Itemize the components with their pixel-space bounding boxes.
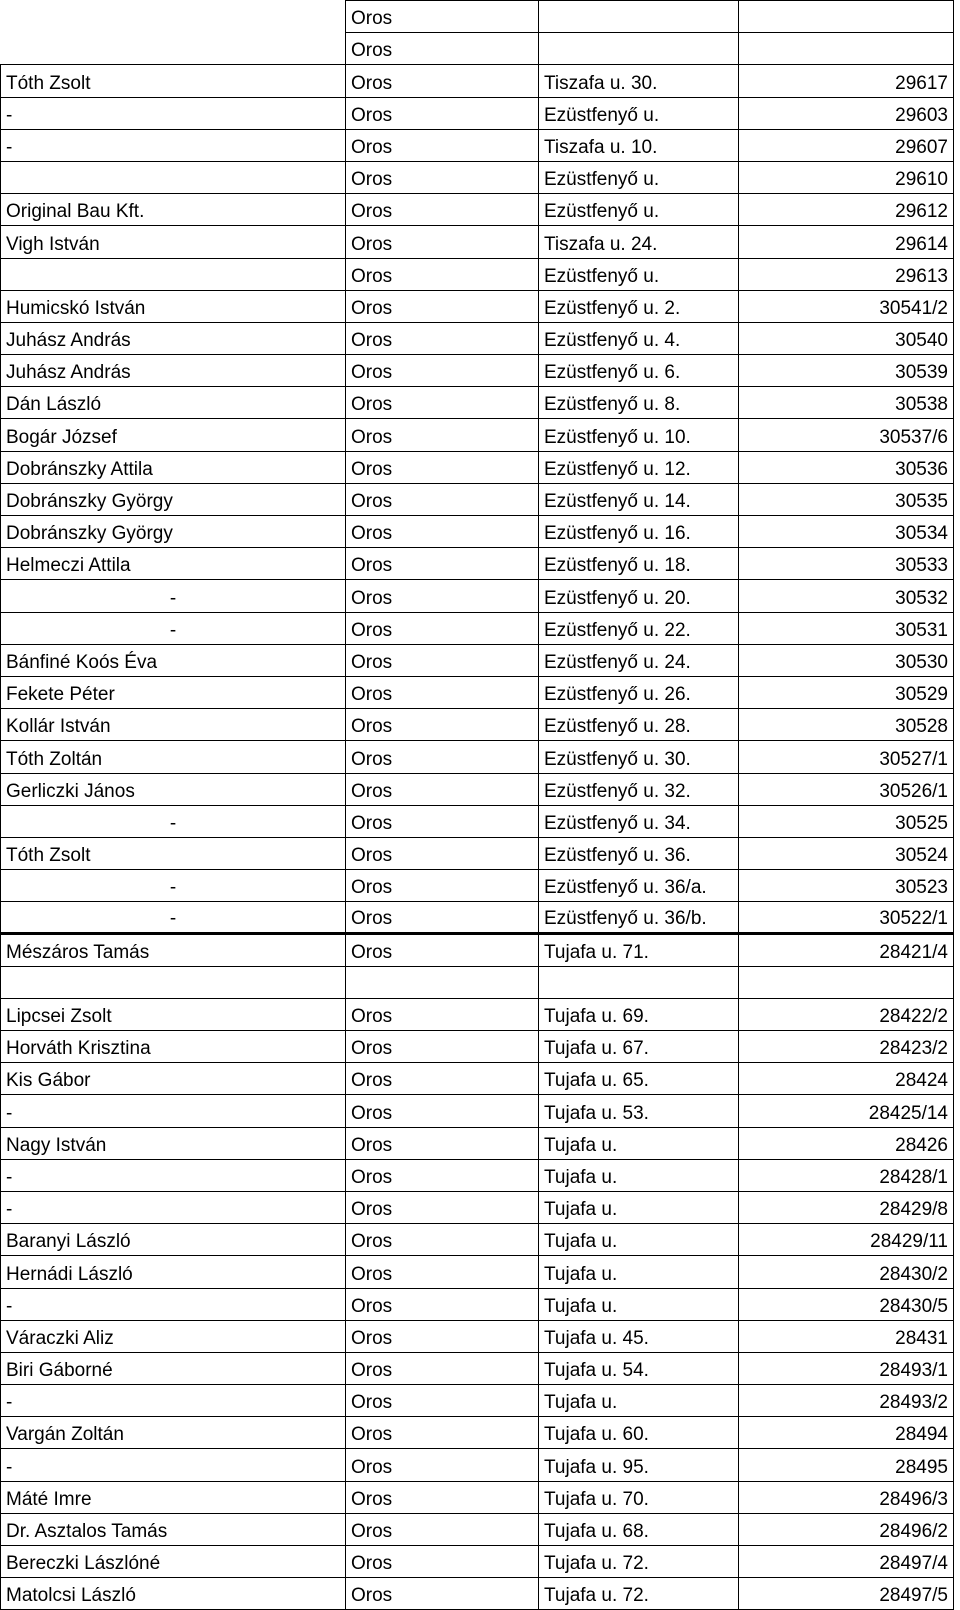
parcel-number-cell: 29617 bbox=[739, 65, 954, 97]
address-cell: Ezüstfenyő u. 36. bbox=[539, 837, 739, 869]
settlement-cell: Oros bbox=[346, 194, 539, 226]
address-cell: Ezüstfenyő u. 20. bbox=[539, 580, 739, 612]
address-cell: Tujafa u. bbox=[539, 1385, 739, 1417]
table-row bbox=[1, 580, 954, 612]
parcel-number-cell: 30537/6 bbox=[739, 419, 954, 451]
table-row bbox=[1, 902, 954, 934]
owner-name-cell: - bbox=[1, 1191, 346, 1223]
table-row bbox=[1, 161, 954, 193]
address-cell: Tujafa u. 70. bbox=[539, 1481, 739, 1513]
address-cell: Ezüstfenyő u. 6. bbox=[539, 355, 739, 387]
parcel-number-cell: 28430/5 bbox=[739, 1288, 954, 1320]
settlement-cell: Oros bbox=[346, 902, 539, 934]
table-row bbox=[1, 709, 954, 741]
parcel-number-cell bbox=[739, 966, 954, 998]
owner-name-cell: Baranyi László bbox=[1, 1224, 346, 1256]
owner-name-cell: - bbox=[1, 1288, 346, 1320]
table-row bbox=[1, 773, 954, 805]
address-cell: Ezüstfenyő u. 32. bbox=[539, 773, 739, 805]
address-cell: Ezüstfenyő u. 16. bbox=[539, 516, 739, 548]
settlement-cell: Oros bbox=[346, 1, 539, 33]
owner-name-cell: Fekete Péter bbox=[1, 676, 346, 708]
address-cell: Tujafa u. 54. bbox=[539, 1352, 739, 1384]
table-row bbox=[1, 451, 954, 483]
address-cell: Tujafa u. 45. bbox=[539, 1320, 739, 1352]
parcel-number-cell: 28425/14 bbox=[739, 1095, 954, 1127]
settlement-cell: Oros bbox=[346, 1352, 539, 1384]
address-cell: Ezüstfenyő u. 10. bbox=[539, 419, 739, 451]
table-row bbox=[1, 1063, 954, 1095]
table-row bbox=[1, 870, 954, 902]
owner-name-cell: - bbox=[1, 1159, 346, 1191]
settlement-cell: Oros bbox=[346, 741, 539, 773]
owner-name-cell: Dán László bbox=[1, 387, 346, 419]
parcel-number-cell: 28422/2 bbox=[739, 998, 954, 1030]
owner-name-cell: - bbox=[1, 129, 346, 161]
owner-name-cell: - bbox=[1, 612, 346, 644]
owner-name-cell: Matolcsi László bbox=[1, 1578, 346, 1610]
owner-name-cell bbox=[1, 258, 346, 290]
table-row bbox=[1, 1481, 954, 1513]
address-cell: Tujafa u. bbox=[539, 1256, 739, 1288]
owner-name-cell: Bereczki Lászlóné bbox=[1, 1546, 346, 1578]
settlement-cell: Oros bbox=[346, 1481, 539, 1513]
address-cell: Ezüstfenyő u. 12. bbox=[539, 451, 739, 483]
settlement-cell: Oros bbox=[346, 516, 539, 548]
owner-name-cell: Nagy István bbox=[1, 1127, 346, 1159]
parcel-number-cell: 30529 bbox=[739, 676, 954, 708]
owner-name-cell: Dobránszky György bbox=[1, 483, 346, 515]
table-row bbox=[1, 129, 954, 161]
parcel-number-cell: 29603 bbox=[739, 97, 954, 129]
owner-name-cell: Kis Gábor bbox=[1, 1063, 346, 1095]
owner-name-cell: Humicskó István bbox=[1, 290, 346, 322]
table-row bbox=[1, 644, 954, 676]
settlement-cell: Oros bbox=[346, 226, 539, 258]
owner-name-cell bbox=[1, 33, 346, 65]
parcel-number-cell: 29612 bbox=[739, 194, 954, 226]
settlement-cell: Oros bbox=[346, 322, 539, 354]
address-cell: Tujafa u. bbox=[539, 1159, 739, 1191]
parcel-number-cell: 28421/4 bbox=[739, 934, 954, 966]
table-row bbox=[1, 1352, 954, 1384]
table-row bbox=[1, 1513, 954, 1545]
address-cell bbox=[539, 33, 739, 65]
settlement-cell: Oros bbox=[346, 1127, 539, 1159]
parcel-number-cell: 28497/5 bbox=[739, 1578, 954, 1610]
parcel-number-cell: 28494 bbox=[739, 1417, 954, 1449]
table-row bbox=[1, 290, 954, 322]
owner-name-cell: - bbox=[1, 1449, 346, 1481]
address-cell: Tujafa u. 60. bbox=[539, 1417, 739, 1449]
owner-name-cell bbox=[1, 966, 346, 998]
address-cell: Tujafa u. 72. bbox=[539, 1578, 739, 1610]
settlement-cell: Oros bbox=[346, 161, 539, 193]
parcel-number-cell: 30541/2 bbox=[739, 290, 954, 322]
owner-name-cell: - bbox=[1, 97, 346, 129]
address-cell: Tujafa u. bbox=[539, 1224, 739, 1256]
settlement-cell: Oros bbox=[346, 1191, 539, 1223]
settlement-cell: Oros bbox=[346, 97, 539, 129]
settlement-cell: Oros bbox=[346, 709, 539, 741]
parcel-number-cell: 28493/2 bbox=[739, 1385, 954, 1417]
address-cell: Ezüstfenyő u. 4. bbox=[539, 322, 739, 354]
parcel-number-cell: 28426 bbox=[739, 1127, 954, 1159]
owner-name-cell: - bbox=[1, 1385, 346, 1417]
parcel-number-cell: 28431 bbox=[739, 1320, 954, 1352]
settlement-cell: Oros bbox=[346, 1224, 539, 1256]
table-row bbox=[1, 676, 954, 708]
parcel-number-cell: 29614 bbox=[739, 226, 954, 258]
parcel-number-cell: 30539 bbox=[739, 355, 954, 387]
address-cell: Tujafa u. 72. bbox=[539, 1546, 739, 1578]
owner-name-cell: Váraczki Aliz bbox=[1, 1320, 346, 1352]
parcel-number-cell: 28495 bbox=[739, 1449, 954, 1481]
settlement-cell: Oros bbox=[346, 483, 539, 515]
settlement-cell: Oros bbox=[346, 387, 539, 419]
owner-name-cell: Tóth Zsolt bbox=[1, 65, 346, 97]
table-row bbox=[1, 1385, 954, 1417]
owner-name-cell: - bbox=[1, 902, 346, 934]
parcel-number-cell: 28496/3 bbox=[739, 1481, 954, 1513]
address-cell: Tujafa u. 71. bbox=[539, 934, 739, 966]
address-cell: Tujafa u. 67. bbox=[539, 1031, 739, 1063]
settlement-cell: Oros bbox=[346, 805, 539, 837]
owner-name-cell: Mészáros Tamás bbox=[1, 934, 346, 966]
settlement-cell: Oros bbox=[346, 65, 539, 97]
owner-table-body bbox=[1, 1, 954, 1610]
owner-name-cell: Biri Gáborné bbox=[1, 1352, 346, 1384]
table-row bbox=[1, 966, 954, 998]
owner-name-cell: Lipcsei Zsolt bbox=[1, 998, 346, 1030]
parcel-number-cell: 29607 bbox=[739, 129, 954, 161]
table-row bbox=[1, 1546, 954, 1578]
parcel-number-cell: 29610 bbox=[739, 161, 954, 193]
table-row bbox=[1, 741, 954, 773]
table-row bbox=[1, 934, 954, 966]
owner-name-cell: Original Bau Kft. bbox=[1, 194, 346, 226]
table-row bbox=[1, 1320, 954, 1352]
parcel-number-cell: 28428/1 bbox=[739, 1159, 954, 1191]
parcel-number-cell: 30538 bbox=[739, 387, 954, 419]
table-row bbox=[1, 97, 954, 129]
parcel-number-cell: 30526/1 bbox=[739, 773, 954, 805]
settlement-cell: Oros bbox=[346, 1063, 539, 1095]
table-row bbox=[1, 258, 954, 290]
parcel-number-cell: 28424 bbox=[739, 1063, 954, 1095]
address-cell: Ezüstfenyő u. bbox=[539, 97, 739, 129]
settlement-cell: Oros bbox=[346, 258, 539, 290]
owner-name-cell: Juhász András bbox=[1, 322, 346, 354]
parcel-number-cell: 30536 bbox=[739, 451, 954, 483]
table-row bbox=[1, 1159, 954, 1191]
settlement-cell: Oros bbox=[346, 644, 539, 676]
settlement-cell: Oros bbox=[346, 129, 539, 161]
settlement-cell: Oros bbox=[346, 355, 539, 387]
parcel-number-cell bbox=[739, 33, 954, 65]
settlement-cell: Oros bbox=[346, 419, 539, 451]
settlement-cell: Oros bbox=[346, 1288, 539, 1320]
address-cell: Ezüstfenyő u. 36/b. bbox=[539, 902, 739, 934]
owner-name-cell: Helmeczi Attila bbox=[1, 548, 346, 580]
address-cell: Ezüstfenyő u. bbox=[539, 194, 739, 226]
table-row bbox=[1, 1417, 954, 1449]
parcel-number-cell: 30533 bbox=[739, 548, 954, 580]
settlement-cell: Oros bbox=[346, 1320, 539, 1352]
address-cell bbox=[539, 1, 739, 33]
parcel-number-cell: 30523 bbox=[739, 870, 954, 902]
parcel-number-cell: 29613 bbox=[739, 258, 954, 290]
owner-name-cell: Horváth Krisztina bbox=[1, 1031, 346, 1063]
parcel-number-cell: 30540 bbox=[739, 322, 954, 354]
address-cell bbox=[539, 966, 739, 998]
address-cell: Tujafa u. bbox=[539, 1191, 739, 1223]
parcel-number-cell: 30522/1 bbox=[739, 902, 954, 934]
address-cell: Ezüstfenyő u. 14. bbox=[539, 483, 739, 515]
parcel-number-cell: 30524 bbox=[739, 837, 954, 869]
table-row bbox=[1, 1031, 954, 1063]
address-cell: Ezüstfenyő u. 24. bbox=[539, 644, 739, 676]
parcel-number-cell: 30532 bbox=[739, 580, 954, 612]
table-row bbox=[1, 548, 954, 580]
table-row bbox=[1, 1449, 954, 1481]
table-row bbox=[1, 194, 954, 226]
address-cell: Tujafa u. 65. bbox=[539, 1063, 739, 1095]
address-cell: Tujafa u. bbox=[539, 1288, 739, 1320]
address-cell: Ezüstfenyő u. 18. bbox=[539, 548, 739, 580]
settlement-cell: Oros bbox=[346, 1095, 539, 1127]
owner-name-cell: Vigh István bbox=[1, 226, 346, 258]
owner-name-cell: Vargán Zoltán bbox=[1, 1417, 346, 1449]
settlement-cell: Oros bbox=[346, 870, 539, 902]
address-cell: Tujafa u. 53. bbox=[539, 1095, 739, 1127]
settlement-cell: Oros bbox=[346, 773, 539, 805]
owner-name-cell: Dr. Asztalos Tamás bbox=[1, 1513, 346, 1545]
parcel-number-cell: 28429/11 bbox=[739, 1224, 954, 1256]
address-cell: Tiszafa u. 30. bbox=[539, 65, 739, 97]
settlement-cell bbox=[346, 966, 539, 998]
table-row bbox=[1, 65, 954, 97]
parcel-number-cell: 28423/2 bbox=[739, 1031, 954, 1063]
parcel-number-cell: 30531 bbox=[739, 612, 954, 644]
settlement-cell: Oros bbox=[346, 33, 539, 65]
table-row bbox=[1, 837, 954, 869]
table-row bbox=[1, 612, 954, 644]
parcel-number-cell: 28429/8 bbox=[739, 1191, 954, 1223]
address-cell: Tujafa u. bbox=[539, 1127, 739, 1159]
settlement-cell: Oros bbox=[346, 451, 539, 483]
address-cell: Ezüstfenyő u. 2. bbox=[539, 290, 739, 322]
table-row bbox=[1, 998, 954, 1030]
settlement-cell: Oros bbox=[346, 1159, 539, 1191]
parcel-number-cell: 30530 bbox=[739, 644, 954, 676]
table-row bbox=[1, 1095, 954, 1127]
settlement-cell: Oros bbox=[346, 934, 539, 966]
parcel-number-cell: 30534 bbox=[739, 516, 954, 548]
table-row bbox=[1, 1, 954, 33]
address-cell: Tujafa u. 68. bbox=[539, 1513, 739, 1545]
table-row bbox=[1, 483, 954, 515]
owner-name-cell: Máté Imre bbox=[1, 1481, 346, 1513]
table-row bbox=[1, 322, 954, 354]
table-row bbox=[1, 387, 954, 419]
table-row bbox=[1, 1224, 954, 1256]
parcel-number-cell: 30525 bbox=[739, 805, 954, 837]
table-row bbox=[1, 226, 954, 258]
table-row bbox=[1, 1578, 954, 1610]
parcel-number-cell: 28497/4 bbox=[739, 1546, 954, 1578]
table-row bbox=[1, 1288, 954, 1320]
table-row bbox=[1, 1127, 954, 1159]
owner-name-cell: Dobránszky György bbox=[1, 516, 346, 548]
table-row bbox=[1, 355, 954, 387]
settlement-cell: Oros bbox=[346, 580, 539, 612]
address-cell: Tiszafa u. 10. bbox=[539, 129, 739, 161]
address-cell: Tujafa u. 95. bbox=[539, 1449, 739, 1481]
address-cell: Ezüstfenyő u. 8. bbox=[539, 387, 739, 419]
table-row bbox=[1, 1256, 954, 1288]
settlement-cell: Oros bbox=[346, 1417, 539, 1449]
settlement-cell: Oros bbox=[346, 1449, 539, 1481]
settlement-cell: Oros bbox=[346, 1546, 539, 1578]
parcel-number-cell: 30535 bbox=[739, 483, 954, 515]
owner-name-cell: - bbox=[1, 580, 346, 612]
settlement-cell: Oros bbox=[346, 612, 539, 644]
owner-name-cell: Kollár István bbox=[1, 709, 346, 741]
parcel-number-cell bbox=[739, 1, 954, 33]
settlement-cell: Oros bbox=[346, 1385, 539, 1417]
address-cell: Ezüstfenyő u. bbox=[539, 161, 739, 193]
owner-name-cell: - bbox=[1, 1095, 346, 1127]
owner-name-cell: - bbox=[1, 870, 346, 902]
address-cell: Ezüstfenyő u. 26. bbox=[539, 676, 739, 708]
table-row bbox=[1, 1191, 954, 1223]
owner-name-cell bbox=[1, 1, 346, 33]
owner-name-cell: Dobránszky Attila bbox=[1, 451, 346, 483]
address-cell: Ezüstfenyő u. 22. bbox=[539, 612, 739, 644]
owner-name-cell: Bogár József bbox=[1, 419, 346, 451]
address-cell: Ezüstfenyő u. 34. bbox=[539, 805, 739, 837]
settlement-cell: Oros bbox=[346, 290, 539, 322]
table-row bbox=[1, 33, 954, 65]
parcel-number-cell: 28430/2 bbox=[739, 1256, 954, 1288]
owner-name-cell: Hernádi László bbox=[1, 1256, 346, 1288]
settlement-cell: Oros bbox=[346, 548, 539, 580]
table-row bbox=[1, 419, 954, 451]
settlement-cell: Oros bbox=[346, 1256, 539, 1288]
owner-name-cell: Bánfiné Koós Éva bbox=[1, 644, 346, 676]
address-cell: Ezüstfenyő u. 36/a. bbox=[539, 870, 739, 902]
settlement-cell: Oros bbox=[346, 837, 539, 869]
owner-name-cell: - bbox=[1, 805, 346, 837]
parcel-number-cell: 30528 bbox=[739, 709, 954, 741]
settlement-cell: Oros bbox=[346, 1513, 539, 1545]
table-row bbox=[1, 516, 954, 548]
owner-name-cell: Tóth Zsolt bbox=[1, 837, 346, 869]
owner-name-cell bbox=[1, 161, 346, 193]
settlement-cell: Oros bbox=[346, 1578, 539, 1610]
address-cell: Tujafa u. 69. bbox=[539, 998, 739, 1030]
table-row bbox=[1, 805, 954, 837]
owner-name-cell: Tóth Zoltán bbox=[1, 741, 346, 773]
parcel-number-cell: 28496/2 bbox=[739, 1513, 954, 1545]
settlement-cell: Oros bbox=[346, 1031, 539, 1063]
parcel-number-cell: 30527/1 bbox=[739, 741, 954, 773]
parcel-number-cell: 28493/1 bbox=[739, 1352, 954, 1384]
address-cell: Ezüstfenyő u. 28. bbox=[539, 709, 739, 741]
address-cell: Tiszafa u. 24. bbox=[539, 226, 739, 258]
address-cell: Ezüstfenyő u. 30. bbox=[539, 741, 739, 773]
owner-name-cell: Juhász András bbox=[1, 355, 346, 387]
address-cell: Ezüstfenyő u. bbox=[539, 258, 739, 290]
settlement-cell: Oros bbox=[346, 998, 539, 1030]
settlement-cell: Oros bbox=[346, 676, 539, 708]
owner-name-cell: Gerliczki János bbox=[1, 773, 346, 805]
